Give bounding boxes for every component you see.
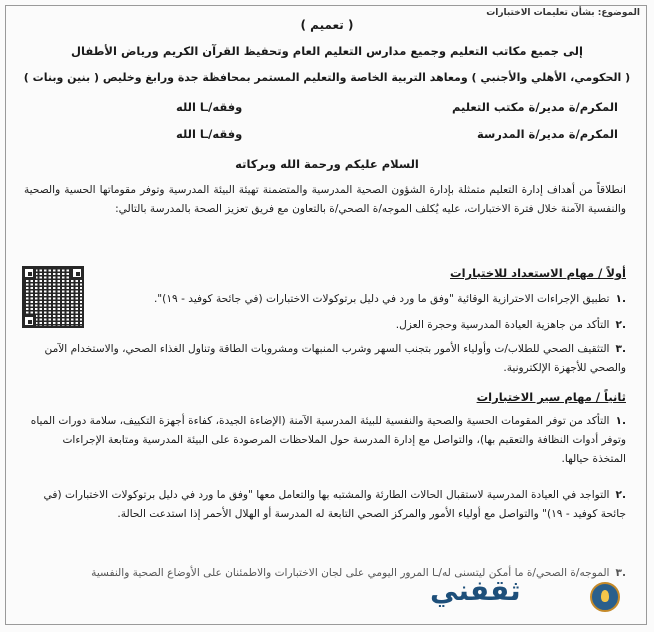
section1-item-3 <box>26 340 626 378</box>
qr-finder-top-right <box>70 266 84 280</box>
logo-text: ثقفني <box>430 574 521 607</box>
item-number: .٣ <box>615 343 626 355</box>
intro-paragraph: انطلاقاً من أهداف إدارة التعليم متمثلة بإدارة الشؤون الصحية المدرسية والمتضمنة تهيئة البيئة المدرسية وتوفر مقوماتها الحسية والصحية والنفسية الآمنة خلال فترة الاختبارات، عليه يُكلف الموجه/ة الصحي/ة بالتعاون مع فريق تعزيز الصحة بالمدرسة بالتالي: <box>24 184 626 215</box>
watermark-logo <box>430 574 521 607</box>
lightbulb-icon <box>590 582 620 612</box>
page-border <box>5 5 647 625</box>
recipient-school-greeting: وفقه/ـا الله <box>176 127 243 141</box>
section2-item-1 <box>26 412 626 469</box>
document-title: ( تعميم ) <box>300 18 354 32</box>
item-number: .٣ <box>615 567 626 579</box>
item-text: التواجد في العيادة المدرسية لاستقبال الحالات الطارئة والمشتبه بها والتعامل معها "وفق ما ورد في دليل برتوكولات الاختبارات (في جائحة كوفيد - ١٩)" والتواصل مع أولياء الأمور والمركز الصحي التابعة له المدرسة أو الهلال الأحمر إذا استدعت الحالة. <box>43 489 626 520</box>
section1-item-2 <box>26 316 626 335</box>
item-number: .٢ <box>615 319 626 331</box>
recipient-school-label: المكرم/ة مدير/ة المدرسة <box>477 127 618 141</box>
item-number: .١ <box>615 415 626 427</box>
section2-item-2 <box>26 486 626 524</box>
item-text: التأكد من توفر المقومات الحسية والصحية والنفسية للبيئة المدرسية الآمنة (الإضاءة الجيدة، كفاءة أجهزة التكييف، سلامة دورات المياه وتوفر أدوات النظافة والتعقيم بها)، والتواصل مع إدارة المدرسة حول الملاحظات المرصودة على البيئة المدرسية ومتابعة الإجراءات المتخذة حيالها. <box>30 415 626 465</box>
recipient-office-label: المكرم/ة مدير/ة مكتب التعليم <box>452 100 618 114</box>
item-text: التأكد من جاهزية العيادة المدرسية وحجرة العزل. <box>395 319 610 331</box>
item-number: .١ <box>615 293 626 305</box>
item-text: الموجه/ة الصحي/ة ما أمكن ليتسنى له/ـا المرور اليومي على لجان الاختبارات والاطمئنان على الأوضاع الصحية والنفسية <box>91 567 610 579</box>
addressee-line-1: إلى جميع مكاتب التعليم وجميع مدارس التعليم العام وتحفيظ القرآن الكريم ورياض الأطفال <box>71 44 583 58</box>
subject-line: الموضوع: بشأن تعليمات الاختبارات <box>486 8 640 18</box>
section2-item-3 <box>91 564 626 583</box>
salutation: السلام عليكم ورحمة الله وبركاته <box>235 157 419 171</box>
item-number: .٢ <box>615 489 626 501</box>
item-text: التثقيف الصحي للطلاب/ت وأولياء الأمور بتجنب السهر وشرب المنبهات ومشروبات الطاقة وتناول الغذاء الصحي، والاستخدام الآمن والصحي للأجهزة الإلكترونية. <box>44 343 626 374</box>
section1-heading: أولاً / مهام الاستعداد للاختبارات <box>450 266 626 280</box>
recipient-office-greeting: وفقه/ـا الله <box>176 100 243 114</box>
qr-code <box>22 266 84 328</box>
section2-heading: ثانياً / مهام سير الاختبارات <box>476 390 626 404</box>
qr-finder-bottom-left <box>22 314 36 328</box>
qr-finder-top-left <box>22 266 36 280</box>
item-text: تطبيق الإجراءات الاحترازية الوقائية "وفق ما ورد في دليل برتوكولات الاختبارات (في جائحة كوفيد - ١٩)". <box>153 293 610 305</box>
section1-item-1 <box>106 290 626 309</box>
addressee-line-2: ( الحكومي، الأهلي والأجنبي ) ومعاهد التربية الخاصة والتعليم المستمر بمحافظة جدة ورابغ وخليص ( بنين وبنات ) <box>23 71 631 84</box>
